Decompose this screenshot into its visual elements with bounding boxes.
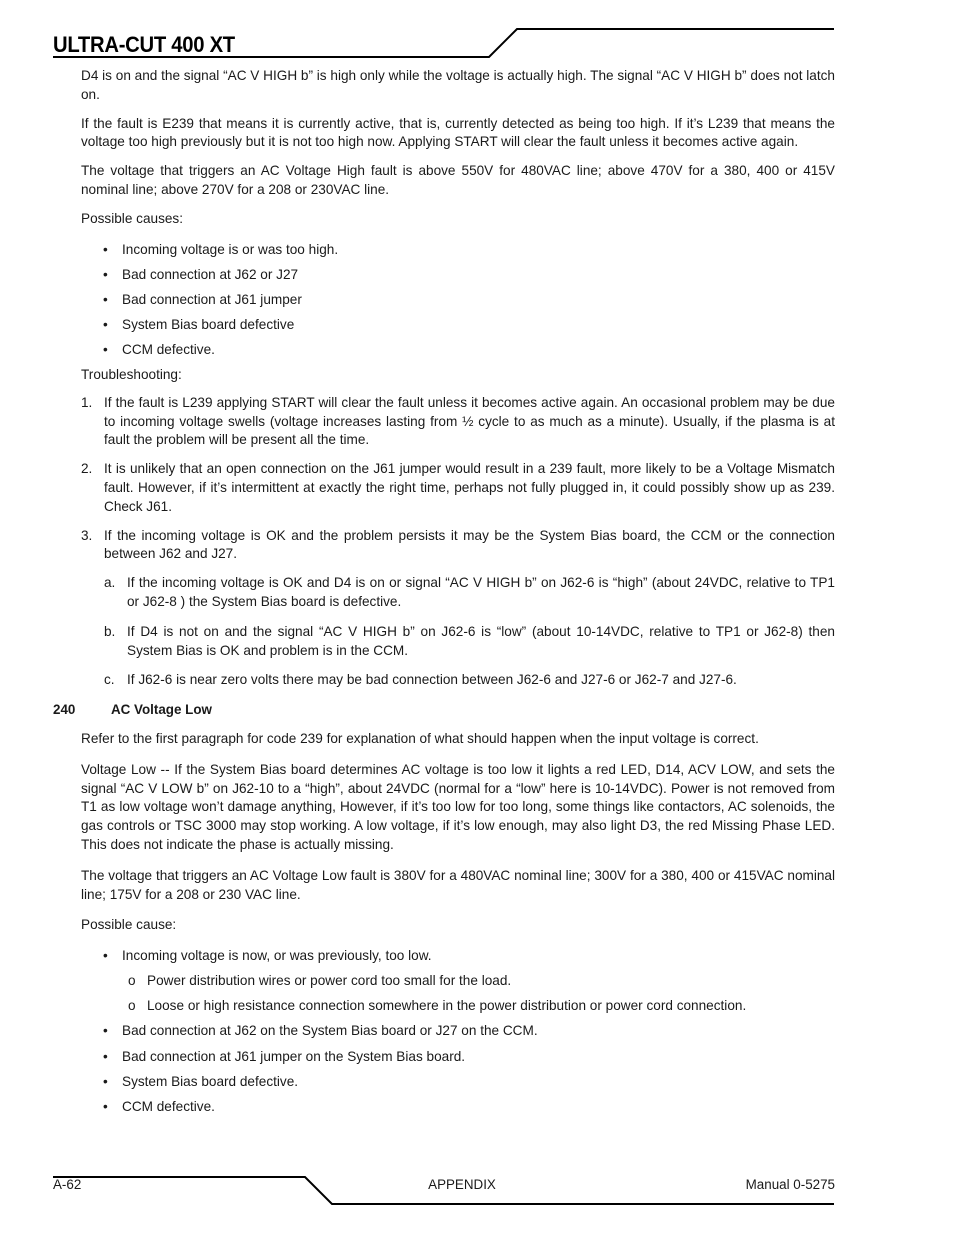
substep-letter: c. [104, 672, 115, 688]
list-item: • CCM defective. [81, 341, 835, 360]
list-item: • Incoming voltage is now, or was previously, too low. [81, 947, 835, 966]
causes-list [81, 241, 835, 360]
step-text: If the fault is L239 applying START will clear the fault unless it becomes active again. An occasional problem may be due to incoming voltage swells (voltage increases lasting from ½ cycle to as much as a minute). Usually, if the plasma is at fault the problem will be present all the time. [104, 394, 835, 448]
substep-text: If D4 is not on and the signal “AC V HIGH b” on J62-6 is “low” (about 10-14VDC, relative to TP1 or J62-8) then System Bias is OK and problem is in the CCM. [127, 623, 835, 658]
document-title: ULTRA-CUT 400 XT [53, 32, 235, 57]
manual-number: Manual 0-5275 [745, 1177, 835, 1192]
list-item: • Bad connection at J62 on the System Bias board or J27 on the CCM. [81, 1022, 835, 1041]
list-item [104, 574, 835, 612]
list-item [81, 527, 835, 691]
substeps-list [104, 574, 835, 690]
step-number: 3. [81, 527, 93, 543]
list-item [81, 394, 835, 450]
section-code: 240 [53, 702, 76, 718]
list-item: • Incoming voltage is or was too high. [81, 241, 835, 260]
section-title: AC Voltage Low [111, 702, 212, 718]
sub-list-item: o Loose or high resistance connection somewhere in the power distribution or power cord connection. [81, 997, 835, 1016]
page-content [53, 67, 835, 1123]
list-item [104, 623, 835, 661]
footer-section: APPENDIX [428, 1177, 496, 1192]
paragraph: The voltage that triggers an AC Voltage Low fault is 380V for a 480VAC nominal line; 300V for a 380, 400 or 415VAC nominal line; 175V for a 208 or 230 VAC line. [81, 867, 835, 902]
cause-list [81, 947, 835, 966]
substep-letter: b. [104, 623, 116, 639]
paragraph: The voltage that triggers an AC Voltage High fault is above 550V for 480VAC line; above 470V for a 380, 400 or 415V nominal line; above 270V for a 208 or 230VAC line. [81, 163, 835, 197]
causes-label: Possible causes: [81, 210, 184, 226]
list-item: • Bad connection at J61 jumper on the System Bias board. [81, 1048, 835, 1067]
step-text: It is unlikely that an open connection on the J61 jumper would result in a 239 fault, more likely to be a Voltage Mismatch fault. However, if it’s intermittent at exactly the right time, perhaps not fully plugged in, it could possibly show up as 239. Check J61. [104, 461, 835, 514]
list-item [81, 460, 835, 516]
step-number: 1. [81, 394, 93, 410]
paragraph: Refer to the first paragraph for code 239 for explanation of what should happen when the input voltage is correct. [81, 731, 759, 746]
cause-list-continued [81, 1022, 835, 1116]
substep-text: If J62-6 is near zero volts there may be bad connection between J62-6 and J27-6 or J62-7 and J27-6. [127, 672, 737, 688]
page-number: A-62 [53, 1177, 82, 1192]
list-item: • System Bias board defective. [81, 1073, 835, 1092]
list-item: • System Bias board defective [81, 316, 835, 335]
substep-letter: a. [104, 575, 116, 591]
list-item [104, 671, 835, 690]
list-item: • Bad connection at J61 jumper [81, 291, 835, 310]
step-number: 2. [81, 461, 93, 477]
section-heading [53, 701, 835, 720]
paragraph: If the fault is E239 that means it is currently active, that is, currently detected as being too high. If it’s L239 that means the voltage too high previously but it is not too high now. Applying START will clear the fault unless it becomes active again. [81, 115, 835, 150]
cause-label: Possible cause: [81, 917, 177, 933]
list-item: • CCM defective. [81, 1098, 835, 1117]
sub-list-item: o Power distribution wires or power cord too small for the load. [81, 972, 835, 991]
paragraph: D4 is on and the signal “AC V HIGH b” is high only while the voltage is actually high. The signal “AC V HIGH b” does not latch on. [81, 68, 835, 102]
paragraph: Voltage Low -- If the System Bias board determines AC voltage is too low it lights a red LED, D14, ACV LOW, and sets the signal “AC V LOW b” on J62-10 to a “high”, about 24VDC (normal for a “low” here is 10-14VDC). Power is not removed from T1 as low voltage won’t damage anything, However, if it’s too low for too long, some things like contactors, AC solenoids, the gas controls or TSC 3000 may stop working. A low voltage, if it’s low enough, may also light D3, the red Missing Phase LED. This does not indicate the phase is actually missing. [81, 761, 835, 852]
cause-sublist [81, 972, 835, 1016]
troubleshooting-steps [81, 394, 835, 690]
list-item: • Bad connection at J62 or J27 [81, 266, 835, 285]
step-text: If the incoming voltage is OK and the problem persists it may be the System Bias board, the CCM or the connection between J62 and J27. [104, 527, 835, 562]
troubleshooting-label: Troubleshooting: [81, 367, 182, 383]
substep-text: If the incoming voltage is OK and D4 is on or signal “AC V HIGH b” on J62-6 is “high” (about 24VDC, relative to TP1 or J62-8 ) the System Bias board is defective. [127, 575, 835, 610]
